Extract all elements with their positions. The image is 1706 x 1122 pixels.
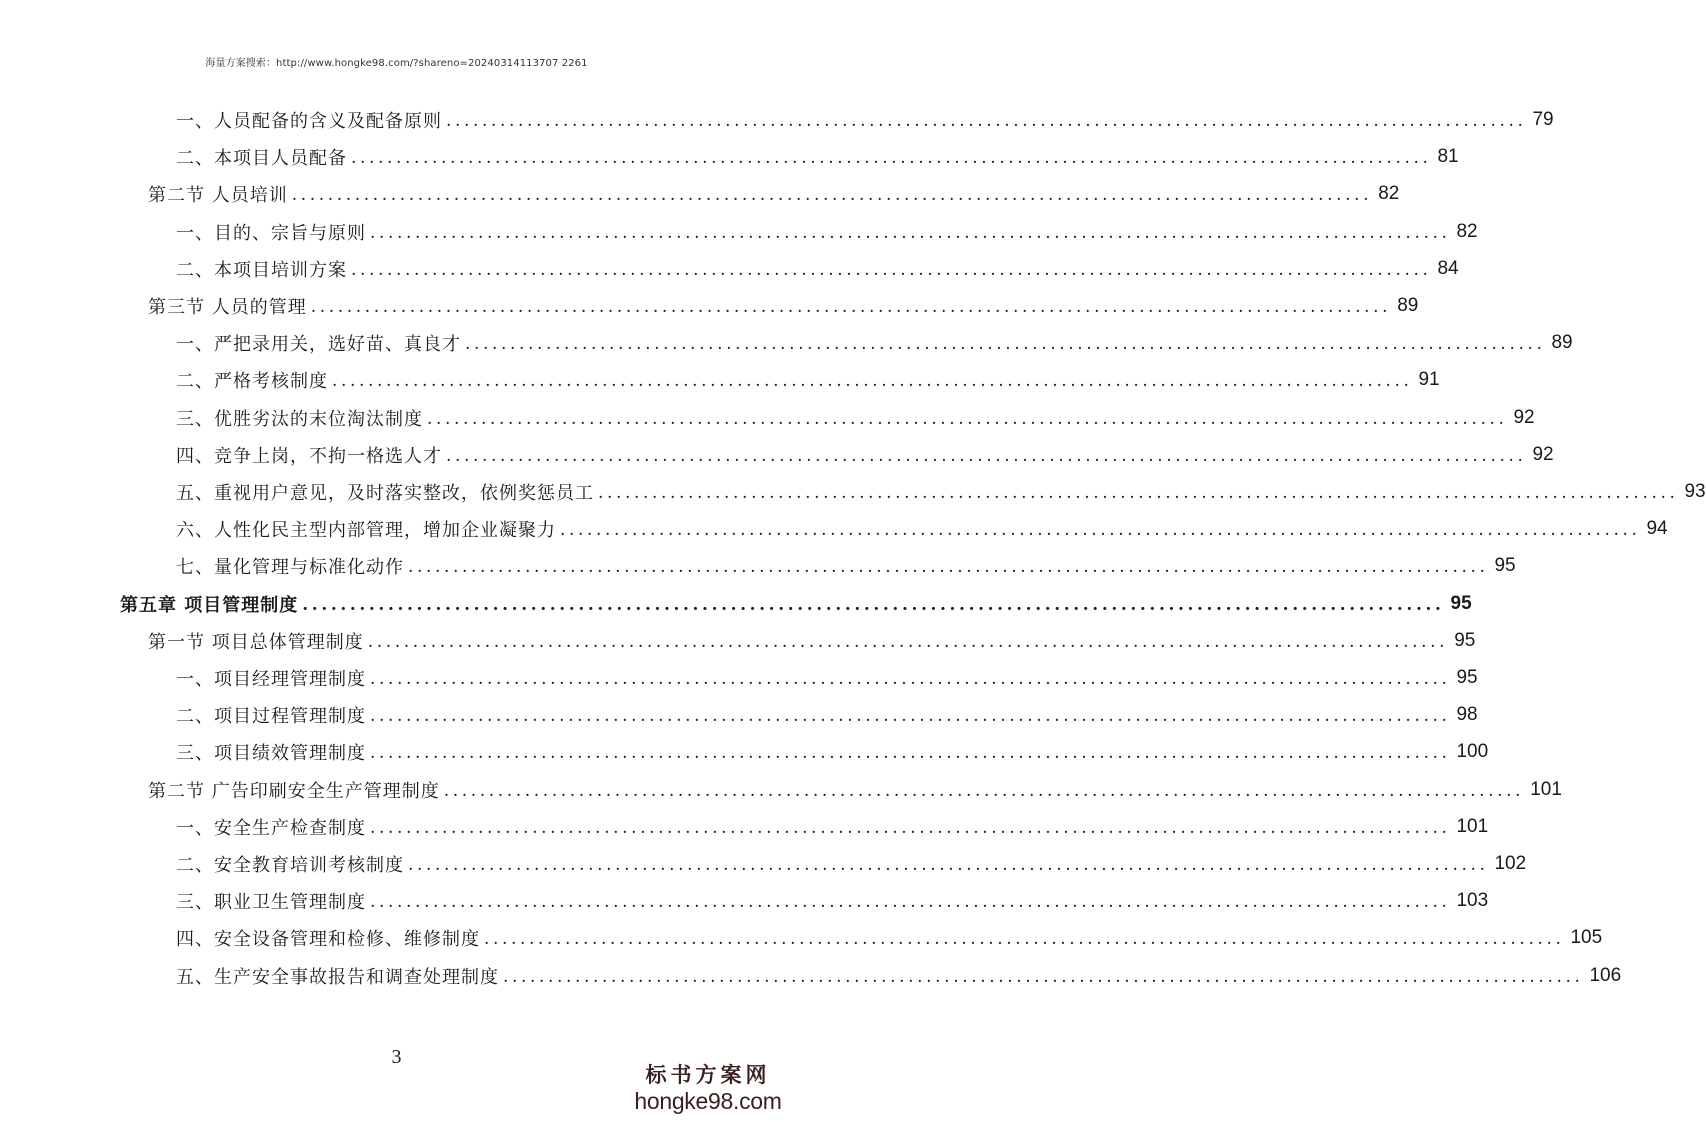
toc-leader-dots: ........................................................................................................................: [367, 632, 1449, 652]
toc-entry-page: 101: [1530, 779, 1562, 800]
toc-leader-dots: ........................................................................................................................: [598, 483, 1679, 503]
toc-entry-section[interactable]: [148, 623, 1476, 659]
watermark-logo: [633, 1062, 783, 1114]
toc-leader-dots: ........................................................................................................................: [310, 297, 1392, 317]
page-number: 3: [391, 1046, 402, 1068]
toc-entry-page: 89: [1551, 332, 1573, 353]
toc-entry-item[interactable]: [176, 511, 1668, 547]
toc-leader-dots: ........................................................................................................................: [465, 334, 1546, 354]
toc-entry-title: 六、人性化民主型内部管理，增加企业凝聚力: [176, 520, 556, 541]
toc-leader-dots: ........................................................................................................................: [332, 371, 1413, 391]
toc-entry-item[interactable]: [176, 214, 1478, 250]
toc-entry-item[interactable]: [176, 474, 1706, 510]
toc-entry-title: 三、项目绩效管理制度: [176, 743, 366, 764]
toc-leader-dots: ........................................................................................................................: [370, 743, 1451, 763]
toc-entry-page: 82: [1456, 221, 1478, 242]
toc-entry-title: 一、严把录用关，选好苗、真良才: [176, 334, 461, 355]
toc-leader-dots: ........................................................................................................................: [408, 557, 1489, 577]
toc-entry-page: 95: [1456, 667, 1478, 688]
toc-leader-dots: ........................................................................................................................: [560, 520, 1641, 540]
toc-entry-item[interactable]: [176, 139, 1459, 175]
toc-entry-item[interactable]: [176, 734, 1489, 770]
toc-entry-title: 三、优胜劣汰的末位淘汰制度: [176, 409, 423, 430]
toc-entry-item[interactable]: [176, 660, 1478, 696]
toc-entry-title: 第三节 人员的管理: [148, 297, 307, 318]
toc-entry-item[interactable]: [176, 883, 1489, 919]
toc-leader-dots: ........................................................................................................................: [484, 929, 1565, 949]
toc-entry-page: 89: [1397, 295, 1419, 316]
toc-entry-title: 七、量化管理与标准化动作: [176, 557, 404, 578]
toc-leader-dots: ........................................................................................................................: [370, 223, 1451, 243]
toc-entry-section[interactable]: [148, 288, 1419, 324]
toc-leader-dots: ........................................................................................................................: [503, 967, 1584, 987]
toc-entry-title: 五、生产安全事故报告和调查处理制度: [176, 967, 499, 988]
toc-entry-title: 一、人员配备的含义及配备原则: [176, 111, 442, 132]
toc-entry-title: 三、职业卫生管理制度: [176, 892, 366, 913]
toc-leader-dots: ........................................................................................................................: [302, 595, 1445, 615]
toc-entry-item[interactable]: [176, 958, 1622, 994]
toc-leader-dots: ........................................................................................................................: [446, 446, 1527, 466]
toc-entry-page: 95: [1450, 593, 1472, 614]
toc-leader-dots: ........................................................................................................................: [427, 409, 1508, 429]
toc-entry-title: 第二节 广告印刷安全生产管理制度: [148, 781, 440, 802]
toc-entry-page: 95: [1494, 555, 1516, 576]
toc-entry-title: 第五章 项目管理制度: [120, 595, 299, 616]
toc-entry-item[interactable]: [176, 920, 1603, 956]
toc-entry-page: 103: [1456, 890, 1489, 911]
toc-leader-dots: ........................................................................................................................: [351, 148, 1432, 168]
toc-entry-title: 四、安全设备管理和检修、维修制度: [176, 929, 480, 950]
toc-entry-title: 一、项目经理管理制度: [176, 669, 366, 690]
toc-entry-item[interactable]: [176, 809, 1489, 845]
toc-entry-page: 105: [1570, 927, 1603, 948]
toc-entry-page: 101: [1456, 816, 1489, 837]
toc-entry-title: 四、竞争上岗，不拘一格选人才: [176, 446, 442, 467]
toc-entry-title: 第一节 项目总体管理制度: [148, 632, 364, 653]
toc-entry-page: 95: [1454, 630, 1476, 651]
watermark-domain-text: hongke98.com: [634, 1088, 782, 1114]
toc-entry-page: 79: [1532, 109, 1554, 130]
header-source-url: 海量方案搜索：http://www.hongke98.com/?shareno=20240314113707 2261: [205, 58, 588, 69]
toc-entry-page: 106: [1589, 965, 1622, 986]
toc-leader-dots: ........................................................................................................................: [408, 855, 1489, 875]
toc-entry-page: 82: [1378, 183, 1400, 204]
toc-entry-title: 五、重视用户意见，及时落实整改，依例奖惩员工: [176, 483, 594, 504]
toc-entry-title: 第二节 人员培训: [148, 185, 288, 206]
toc-entry-section[interactable]: [148, 176, 1400, 212]
toc-entry-title: 二、安全教育培训考核制度: [176, 855, 404, 876]
toc-entry-page: 92: [1532, 444, 1554, 465]
watermark-chinese-text: 标书方案网: [645, 1062, 771, 1087]
toc-entry-page: 93: [1684, 481, 1706, 502]
toc-entry-page: 91: [1418, 369, 1440, 390]
toc-entry-page: 81: [1437, 146, 1459, 167]
toc-entry-page: 100: [1456, 741, 1489, 762]
toc-entry-item[interactable]: [176, 697, 1478, 733]
toc-entry-page: 92: [1513, 407, 1535, 428]
toc-entry-title: 一、安全生产检查制度: [176, 818, 366, 839]
toc-entry-page: 102: [1494, 853, 1527, 874]
toc-entry-title: 二、严格考核制度: [176, 371, 328, 392]
toc-entry-item[interactable]: [176, 251, 1459, 287]
toc-leader-dots: ........................................................................................................................: [291, 185, 1373, 205]
toc-entry-title: 二、项目过程管理制度: [176, 706, 366, 727]
toc-entry-item[interactable]: [176, 846, 1527, 882]
toc-entry-chapter[interactable]: [120, 586, 1472, 622]
toc-leader-dots: ........................................................................................................................: [370, 669, 1451, 689]
toc-entry-title: 一、目的、宗旨与原则: [176, 223, 366, 244]
toc-entry-page: 98: [1456, 704, 1478, 725]
toc-entry-item[interactable]: [176, 437, 1554, 473]
toc-entry-item[interactable]: [176, 325, 1573, 361]
toc-entry-title: 二、本项目人员配备: [176, 148, 347, 169]
toc-entry-title: 二、本项目培训方案: [176, 260, 347, 281]
toc-leader-dots: ........................................................................................................................: [446, 111, 1527, 131]
toc-leader-dots: ........................................................................................................................: [370, 818, 1451, 838]
toc-entry-page: 84: [1437, 258, 1459, 279]
toc-leader-dots: ........................................................................................................................: [370, 706, 1451, 726]
toc-entry-page: 94: [1646, 518, 1668, 539]
toc-leader-dots: ........................................................................................................................: [351, 260, 1432, 280]
toc-entry-item[interactable]: [176, 102, 1554, 138]
toc-leader-dots: ........................................................................................................................: [443, 781, 1525, 801]
toc-entry-item[interactable]: [176, 362, 1440, 398]
toc-entry-item[interactable]: [176, 400, 1535, 436]
toc-entry-section[interactable]: [148, 772, 1562, 808]
toc-entry-item[interactable]: [176, 548, 1516, 584]
toc-leader-dots: ........................................................................................................................: [370, 892, 1451, 912]
